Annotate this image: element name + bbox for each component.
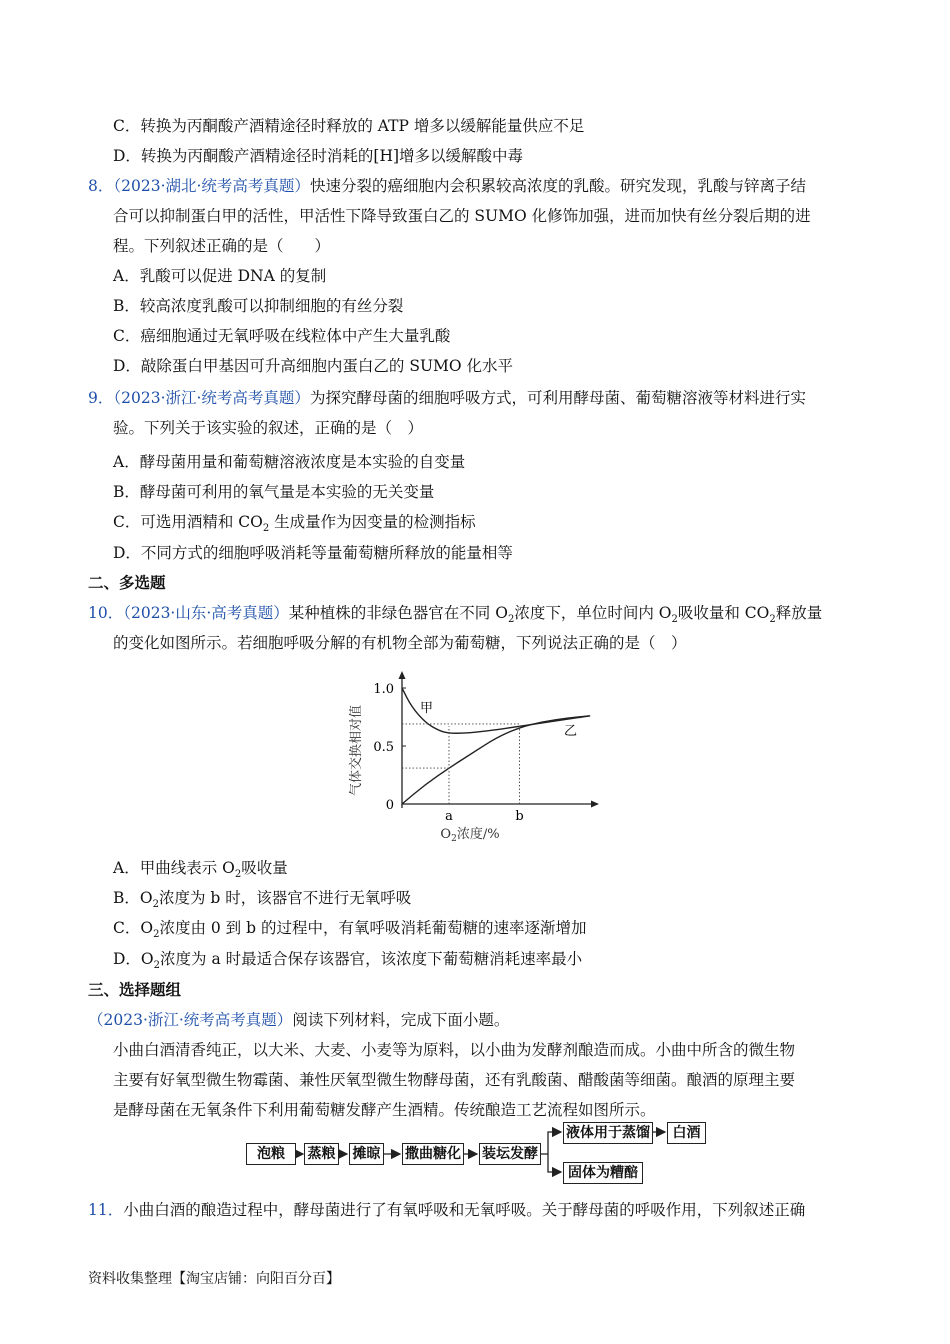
q10-option-a: [113, 858, 288, 885]
series-label-yi: 乙: [564, 724, 578, 739]
q8-stem-line1: [88, 176, 806, 196]
q9-option-b: B．酵母菌可利用的氧气量是本实验的无关变量: [113, 483, 435, 501]
q10-option-b-sub: 2: [152, 899, 159, 911]
q10-stem-line2: 的变化如图所示。若细胞呼吸分解的有机物全部为葡萄糖，下列说法正确的是（ ）: [113, 634, 687, 652]
q10-option-b-text1: B．O: [113, 889, 153, 907]
q9-option-a: A．酵母菌用量和葡萄糖溶液浓度是本实验的自变量: [113, 453, 466, 471]
q9-stem-line1: [88, 388, 806, 408]
q10-option-c-text2: 浓度由 0 到 b 的过程中，有氧呼吸消耗葡萄糖的速率逐渐增加: [159, 919, 587, 937]
q10-sub-2: 2: [671, 614, 678, 626]
flow-step-saccharify: 撒曲糖化: [402, 1143, 464, 1165]
q8-option-d: D．敲除蛋白甲基因可升高细胞内蛋白乙的 SUMO 化水平: [113, 357, 514, 375]
flow-branch-lower: [548, 1154, 561, 1172]
q7-option-c: C．转换为丙酮酸产酒精途径时释放的 ATP 增多以缓解能量供应不足: [113, 117, 585, 135]
q10-number: 10．: [88, 604, 124, 622]
q8-option-a: A．乳酸可以促进 DNA 的复制: [113, 267, 327, 285]
q10-stem-part-d: 释放量: [775, 604, 823, 622]
series-label-jia: 甲: [420, 701, 434, 716]
q9-option-c-text1: C．可选用酒精和 CO: [113, 513, 263, 531]
flow-step-ferment: 装坛发酵: [479, 1143, 541, 1165]
flow-step-cool: 摊晾: [349, 1143, 384, 1165]
q11-number: 11．: [88, 1201, 124, 1219]
material-line3: 是酵母菌在无氧条件下利用葡萄糖发酵产生酒精。传统酿造工艺流程如图所示。: [113, 1101, 656, 1119]
q10-option-c-text1: C．O: [113, 919, 154, 937]
flow-step-steam: 蒸粮: [304, 1143, 339, 1165]
q10-option-a-sub: 2: [234, 869, 242, 881]
q10-sub-1: 2: [507, 614, 515, 626]
q10-sub-3: 2: [769, 614, 776, 626]
q10-option-b-text2: 浓度为 b 时，该器官不进行无氧呼吸: [158, 889, 412, 907]
q10-stem-part-c: 吸收量和 CO: [677, 604, 770, 622]
section-group-heading: 三、选择题组: [88, 980, 182, 999]
flow-liquid-distill: 液体用于蒸馏: [563, 1122, 653, 1144]
q10-stem-line1: [88, 603, 822, 630]
q10-option-d-sub: 2: [153, 960, 161, 972]
q7-option-d: D．转换为丙酮酸产酒精途径时消耗的[H]增多以缓解酸中毒: [113, 147, 524, 165]
q10-option-c: [113, 918, 586, 945]
q9-source: （2023·浙江·统考高考真题）: [113, 389, 310, 407]
x-axis-label: $O_2$浓度/%: [440, 827, 500, 844]
q9-number: 9．: [88, 389, 114, 407]
material-line1: 小曲白酒清香纯正，以大米、大麦、小麦等为原料，以小曲为发酵剂酿造而成。小曲中所含的微生物: [113, 1041, 796, 1059]
section-multi-choice-heading: 二、多选题: [88, 573, 166, 592]
flow-branch-upper: [548, 1132, 561, 1154]
q9-stem-text1: 为探究酵母菌的细胞呼吸方式，可利用酵母菌、葡萄糖溶液等材料进行实: [309, 389, 806, 407]
y-tick-label-1: 1.0: [373, 682, 394, 697]
q9-option-c-sub: 2: [262, 523, 270, 535]
y-axis-arrow: [399, 671, 406, 679]
group-source-line: [88, 1010, 509, 1030]
q10-option-c-sub: 2: [153, 929, 160, 941]
q9-option-d: D．不同方式的细胞呼吸消耗等量葡萄糖所释放的能量相等: [113, 544, 513, 562]
y-tick-label-05: 0.5: [373, 740, 394, 755]
q8-option-c: C．癌细胞通过无氧呼吸在线粒体中产生大量乳酸: [113, 327, 451, 345]
q8-stem-line2: 合可以抑制蛋白甲的活性，甲活性下降导致蛋白乙的 SUMO 化修饰加强，进而加快有丝分裂后期的进: [113, 207, 811, 225]
q10-stem-part-b: 浓度下，单位时间内 O: [514, 604, 672, 622]
q8-source: （2023·湖北·统考高考真题）: [113, 177, 310, 195]
q8-stem-line3: 程。下列叙述正确的是（ ）: [113, 237, 331, 255]
y-tick-label-0: 0: [385, 798, 394, 813]
q8-option-b: B．较高浓度乳酸可以抑制细胞的有丝分裂: [113, 297, 404, 315]
x-tick-label-a: a: [445, 809, 453, 824]
y-axis-label: 气体交换相对值: [349, 704, 364, 796]
footer-note: 资料收集整理【淘宝店铺：向阳百分百】: [88, 1271, 340, 1287]
q11-stem-text: 小曲白酒的酿造过程中，酵母菌进行了有氧呼吸和无氧呼吸。关于酵母菌的呼吸作用，下列叙述正确: [123, 1201, 806, 1219]
group-source: （2023·浙江·统考高考真题）: [88, 1011, 293, 1029]
q10-option-a-text1: A．甲曲线表示 O: [113, 859, 235, 877]
q10-option-d: [113, 949, 582, 976]
q9-option-c-text2: 生成量作为因变量的检测指标: [269, 513, 476, 531]
q10-option-a-text2: 吸收量: [241, 859, 288, 877]
flow-step-soak: 泡粮: [246, 1143, 296, 1165]
q9-option-c: [113, 512, 476, 539]
q10-option-d-text2: 浓度为 a 时最适合保存该器官，该浓度下葡萄糖消耗速率最小: [160, 950, 583, 968]
q10-chart: [320, 668, 620, 848]
q10-stem-part-a: 某种植株的非绿色器官在不同 O: [288, 604, 508, 622]
x-tick-label-b: b: [515, 809, 524, 824]
group-intro: 阅读下列材料，完成下面小题。: [292, 1011, 510, 1029]
flow-baijiu: 白酒: [667, 1122, 706, 1144]
q10-option-b: [113, 888, 411, 915]
q10-option-d-text1: D．O: [113, 950, 154, 968]
material-line2: 主要有好氧型微生物霉菌、兼性厌氧型微生物酵母菌，还有乳酸菌、醋酸菌等细菌。酿酒的原理主要: [113, 1071, 796, 1089]
q8-number: 8．: [88, 177, 114, 195]
flow-solid-zaopei: 固体为糟醅: [563, 1162, 643, 1184]
q9-stem-line2: 验。下列关于该实验的叙述，正确的是（ ）: [113, 419, 424, 437]
q8-stem-text1: 快速分裂的癌细胞内会积累较高浓度的乳酸。研究发现，乳酸与锌离子结: [309, 177, 806, 195]
q11-stem: [88, 1200, 805, 1220]
x-axis-arrow: [591, 801, 599, 808]
q10-source: （2023·山东·高考真题）: [123, 604, 289, 622]
